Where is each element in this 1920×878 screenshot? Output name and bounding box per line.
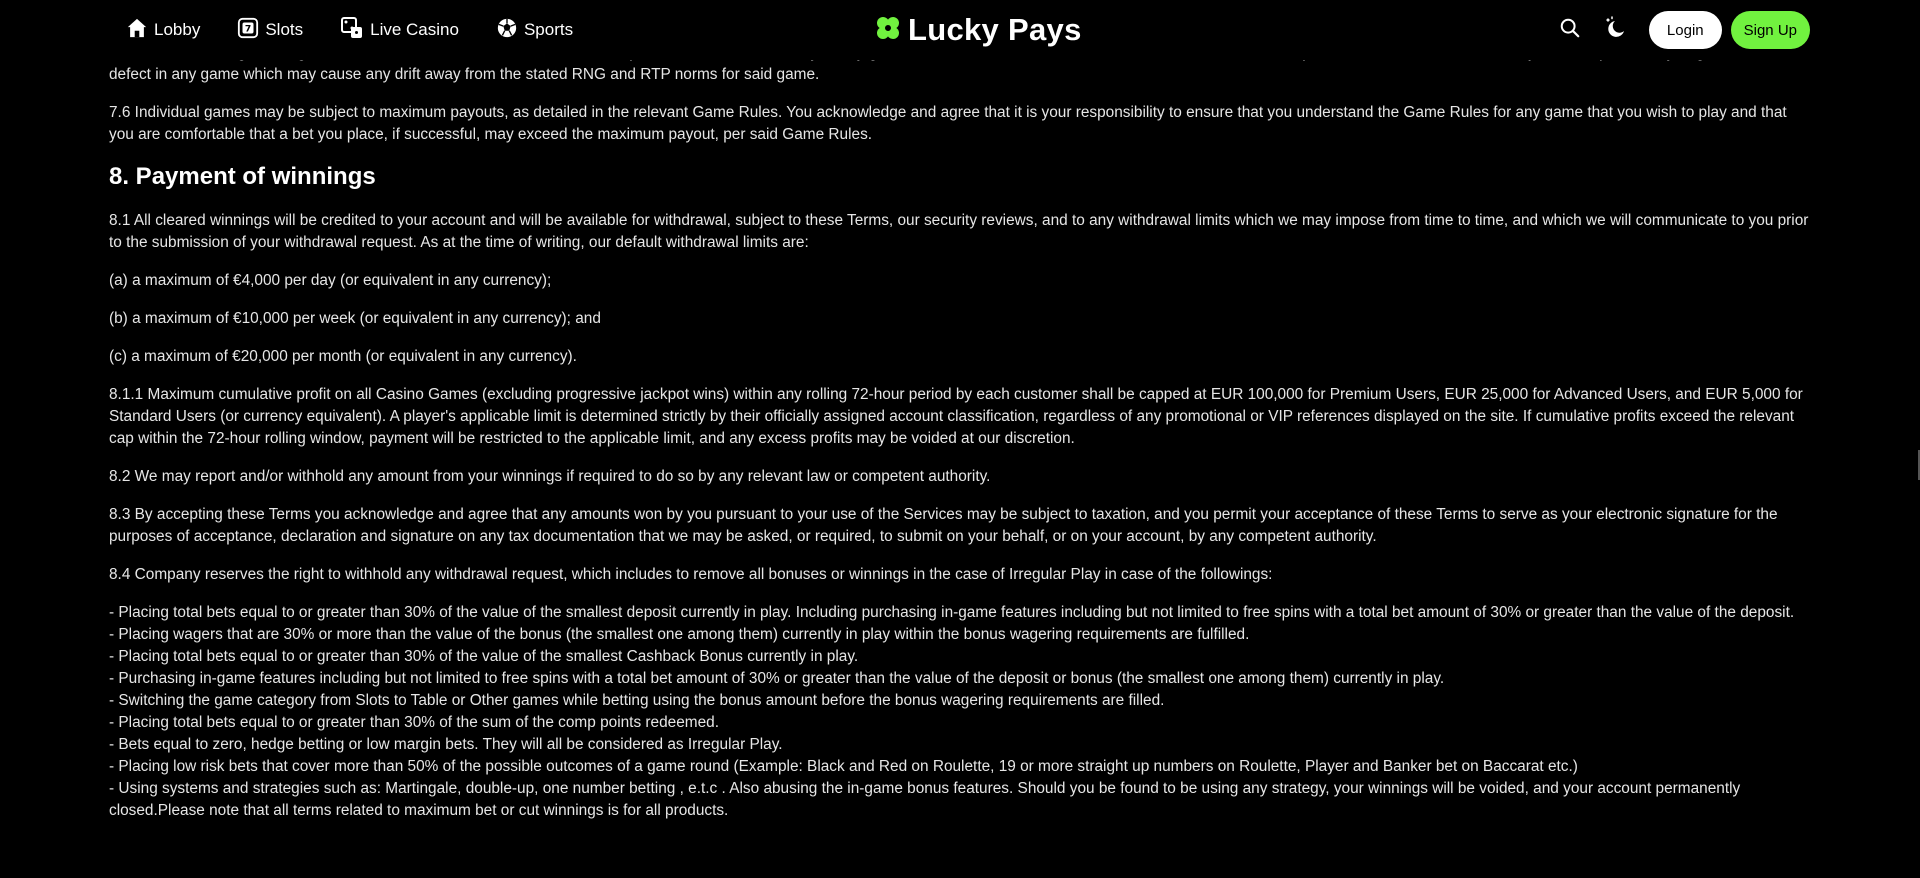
moon-sun-icon bbox=[1604, 16, 1628, 45]
paragraph-8-1: 8.1 All cleared winnings will be credited to your account and will be available for withdrawal, subject to these Terms, our security reviews, and to any withdrawal limits which we may impose from time to time, and which we will communicate to you prior to the submission of your withdrawal request. As at the time of writing, our default withdrawal limits are: bbox=[109, 212, 1809, 251]
paragraph-8-1-1: 8.1.1 Maximum cumulative profit on all Casino Games (excluding progressive jackpot wins) within any rolling 72-hour period by each customer shall be capped at EUR 100,000 for Premium Users, EUR 25,000 for Advanced Users, and EUR 5,000 for Standard Users (or currency equivalent). A player's applicable limit is determined strictly by their officially assigned account classification, regardless of any promotional or VIP references displayed on the site. If cumulative profits exceed the relevant cap within the 72-hour rolling window, payment will be restricted to the applicable limit, and any excess profits may be voided at our discretion. bbox=[109, 386, 1803, 447]
live-casino-icon bbox=[340, 16, 370, 45]
paragraph-8-3: 8.3 By accepting these Terms you acknowledge and agree that any amounts won by you pursuant to your use of the Services may be subject to taxation, and you permit your acceptance of these Terms to serve as your electronic signature for the purposes of acceptance, declaration and signature on any tax documentation that we may be asked, or required, to submit on your behalf, or on your account, by any competent authority. bbox=[109, 506, 1778, 545]
section-title: 8. Payment of winnings bbox=[109, 163, 376, 190]
soccer-ball-icon bbox=[496, 17, 524, 44]
svg-text:7: 7 bbox=[245, 23, 252, 35]
nav-item-slots[interactable] bbox=[237, 17, 303, 44]
paragraph-8-4: 8.4 Company reserves the right to withhold any withdrawal request, which includes to remove all bonuses or winnings in the case of Irregular Play in case of the followings: bbox=[109, 566, 1273, 583]
nav-label: Lobby bbox=[154, 20, 201, 39]
paragraph-7-5: defect in any game which may cause any drift away from the stated RNG and RTP norms for said game. bbox=[109, 66, 820, 83]
top-header bbox=[0, 0, 1920, 60]
terms-content bbox=[109, 42, 1809, 822]
nav-item-sports[interactable] bbox=[496, 17, 573, 44]
list-item: - Using systems and strategies such as: Martingale, double-up, one number betting , e.t.c . Also abusing the in-game bonus features. Should you be found to be using any strategy, your winnings will be voided, and your account permanently closed.Please note that all terms related to maximum bet or cut winnings is for all products. bbox=[109, 780, 1741, 819]
header-actions bbox=[1555, 11, 1810, 49]
list-item: - Purchasing in-game features including but not limited to free spins with a total bet amount of 30% or greater than the value of the deposit or bonus (the smallest one among them) currently in play. bbox=[109, 670, 1445, 687]
login-button[interactable]: Login bbox=[1649, 11, 1722, 49]
nav-item-lobby[interactable] bbox=[126, 17, 200, 44]
list-item: - Switching the game category from Slots to Table or Other games while betting using the bonus amount before the bonus wagering requirements are filled. bbox=[109, 692, 1165, 709]
nav-label: Sports bbox=[523, 20, 574, 39]
list-item: - Placing total bets equal to or greater than 30% of the sum of the comp points redeemed. bbox=[109, 714, 719, 731]
paragraph-limit-c: (c) a maximum of €20,000 per month (or equivalent in any currency). bbox=[109, 348, 577, 365]
home-icon bbox=[126, 17, 154, 44]
paragraph-8-2: 8.2 We may report and/or withhold any amount from your winnings if required to do so by any relevant law or competent authority. bbox=[109, 468, 991, 485]
list-item: - Placing low risk bets that cover more than 50% of the possible outcomes of a game round (Example: Black and Red on Roulette, 19 or more straight up numbers on Roulette, Player and Banker bet on Baccarat etc.) bbox=[109, 758, 1578, 775]
paragraph-limit-a: (a) a maximum of €4,000 per day (or equivalent in any currency); bbox=[109, 272, 552, 289]
slots-icon bbox=[237, 17, 265, 44]
list-item: - Placing total bets equal to or greater than 30% of the value of the smallest deposit currently in play. Including purchasing in-game features including but not limited to free spins with a total bet amount of 30% or greater than the value of the deposit. bbox=[109, 604, 1795, 621]
nav-label: Slots bbox=[265, 20, 304, 39]
main-nav bbox=[126, 14, 610, 46]
signup-button[interactable]: Sign Up bbox=[1731, 11, 1810, 49]
theme-toggle-button[interactable] bbox=[1601, 15, 1631, 45]
nav-label: Live Casino bbox=[370, 20, 459, 39]
nav-item-live-casino[interactable] bbox=[340, 16, 459, 45]
irregular-play-list bbox=[109, 602, 1809, 822]
clover-icon bbox=[874, 14, 902, 47]
search-icon bbox=[1559, 17, 1581, 44]
list-item: - Bets equal to zero, hedge betting or low margin bets. They will all be considered as Irregular Play. bbox=[109, 736, 783, 753]
paragraph-7-6: 7.6 Individual games may be subject to maximum payouts, as detailed in the relevant Game Rules. You acknowledge and agree that it is your responsibility to ensure that you understand the Game Rules for any game that you wish to play and that you are comfortable that a bet you place, if successful, may exceed the maximum payout, per said Game Rules. bbox=[109, 104, 1787, 143]
search-button[interactable] bbox=[1555, 15, 1585, 45]
list-item: - Placing wagers that are 30% or more than the value of the bonus (the smallest one among them) currently in play within the bonus wagering requirements are fulfilled. bbox=[109, 626, 1250, 643]
list-item: - Placing total bets equal to or greater than 30% of the value of the smallest Cashback Bonus currently in play. bbox=[109, 648, 859, 665]
lucky-pays-logo[interactable] bbox=[874, 12, 1082, 48]
paragraph-limit-b: (b) a maximum of €10,000 per week (or equivalent in any currency); and bbox=[109, 310, 601, 327]
brand-name: Lucky Pays bbox=[908, 12, 1082, 47]
